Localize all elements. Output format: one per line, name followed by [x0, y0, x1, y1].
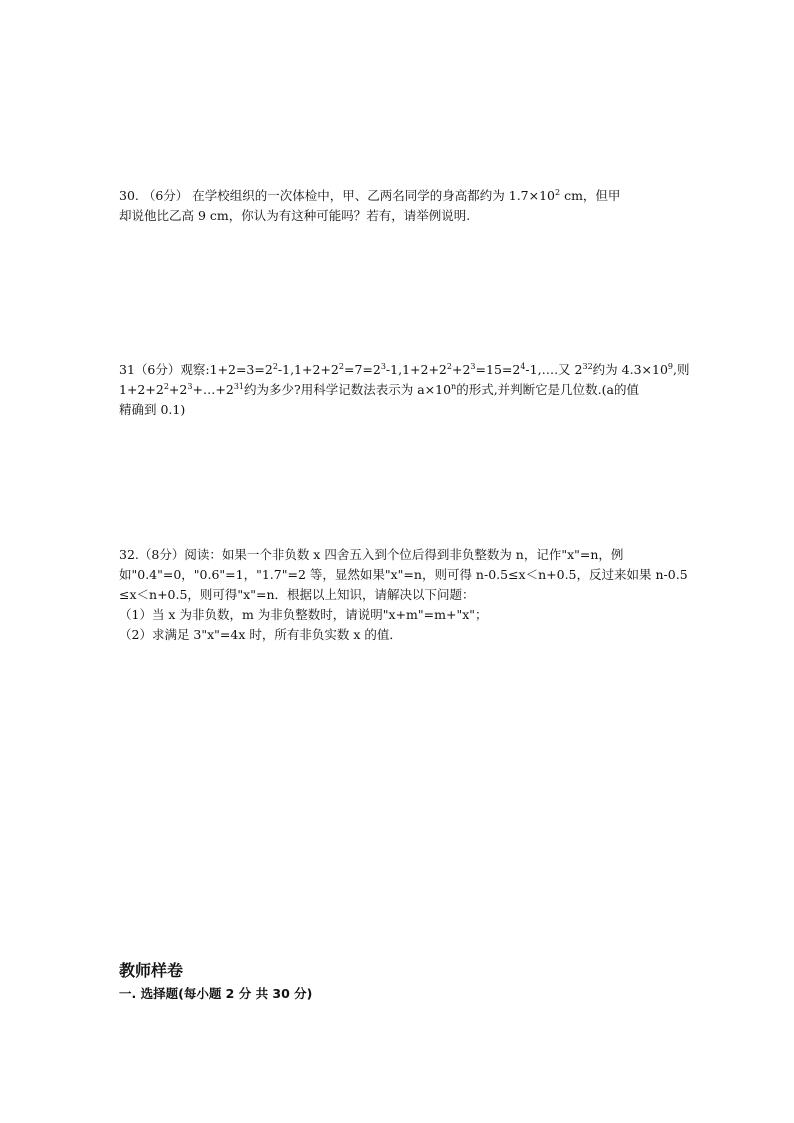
q30-line-1: 30. （6分） 在学校组织的一次体检中，甲、乙两名同学的身高都约为 $1.7\times 10^2$ cm，但甲	[119, 188, 621, 203]
question-30	[119, 186, 679, 226]
q31-line-1: 31（6分）观察$:1+2=3=2^2-1,1+2+2^2=7=2^3-1,1+2+2^2+2^3=15=2^4-1,\dots$.又 $2^{32}$约为 $4.3\times 10^9$,则	[119, 362, 690, 377]
q31-line-3: 精确到 0.1)	[119, 402, 186, 417]
q32-line-1: 32.（8分）阅读：如果一个非负数 x 四舍五入到个位后得到非负整数为 n，记作"x"=n，例	[119, 547, 624, 562]
question-31	[119, 360, 690, 420]
q32-line-3: ≤x＜n+0.5，则可得"x"=n．根据以上知识，请解决以下问题：	[119, 587, 475, 602]
question-32	[119, 545, 688, 645]
q32-line-4: （1）当 x 为非负数，m 为非负整数时，请说明"x+m"=m+"x"；	[119, 607, 488, 622]
teacher-sample-title: 教师样卷	[119, 961, 184, 980]
section-heading-multiple-choice: 一. 选择题(每小题 2 分 共 30 分)	[119, 986, 313, 1001]
q32-line-5: （2）求满足 3"x"=4x 时，所有非负实数 x 的值．	[119, 627, 402, 642]
q31-line-2: $1+2+2^2+2^3+\dots+2^{31}$约为多少?用科学记数法表示为 $a\times 10^n$的形式,并判断它是几位数.(a的值	[119, 382, 639, 397]
q30-line-2: 却说他比乙高 9 cm，你认为有这种可能吗？若有，请举例说明.	[119, 208, 471, 223]
q32-line-2: 如"0.4"=0，"0.6"=1，"1.7"=2 等，显然如果"x"=n，则可得 n-0.5≤x＜n+0.5，反过来如果 n-0.5	[119, 567, 688, 582]
